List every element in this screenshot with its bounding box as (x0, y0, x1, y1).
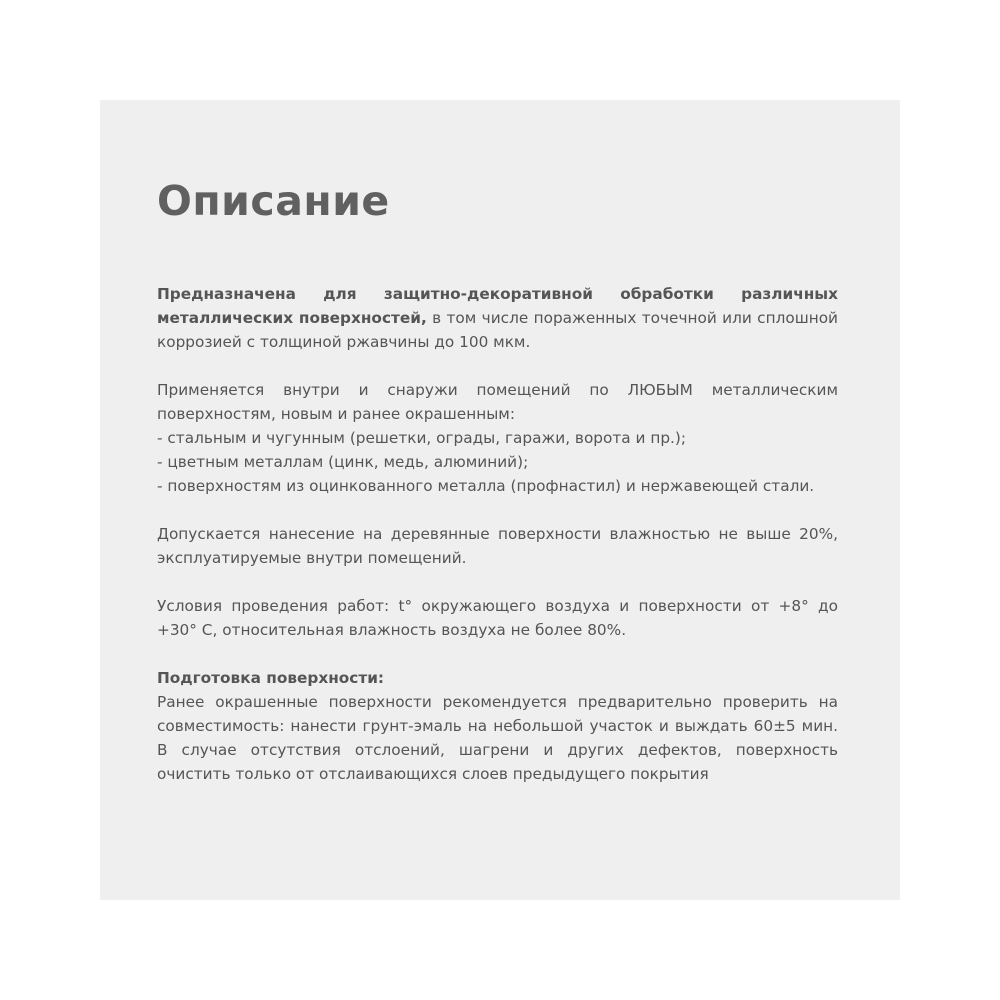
page-title: Описание (157, 177, 390, 225)
application-item: - стальным и чугунным (решетки, ограды, гаражи, ворота и пр.); (157, 429, 687, 447)
description-panel (100, 100, 900, 900)
application-intro: Применяется внутри и снаружи помещений по ЛЮБЫМ металлическим поверхностям, новым и ранее окрашенным: (157, 381, 838, 423)
purpose-paragraph (157, 282, 838, 354)
description-content (157, 172, 838, 786)
preparation-text: Ранее окрашенные поверхности рекомендуется предварительно проверить на совместимость: нанести грунт-эмаль на небольшой участок и выждать 60±5 мин. В случае отсутствия отслоений, шагрени и других дефектов, поверхность очистить только от отслаивающихся слоев предыдущего покрытия (157, 693, 838, 783)
wood-paragraph: Допускается нанесение на деревянные поверхности влажностью не выше 20%, эксплуатируемые внутри помещений. (157, 525, 838, 567)
preparation-section (157, 666, 838, 786)
conditions-paragraph: Условия проведения работ: t° окружающего воздуха и поверхности от +8° до +30° С, относительная влажность воздуха не более 80%. (157, 597, 838, 639)
application-item: - цветным металлам (цинк, медь, алюминий); (157, 453, 529, 471)
purpose-bold-text: Предназначена для защитно-декоративной обработки различных металлических поверхностей, (157, 285, 838, 327)
application-item: - поверхностям из оцинкованного металла (профнастил) и нержавеющей стали. (157, 477, 815, 495)
purpose-text: в том числе пораженных точечной или сплошной коррозией с толщиной ржавчины до 100 мкм. (157, 309, 839, 351)
preparation-heading: Подготовка поверхности: (157, 669, 385, 687)
application-paragraph (157, 378, 838, 498)
